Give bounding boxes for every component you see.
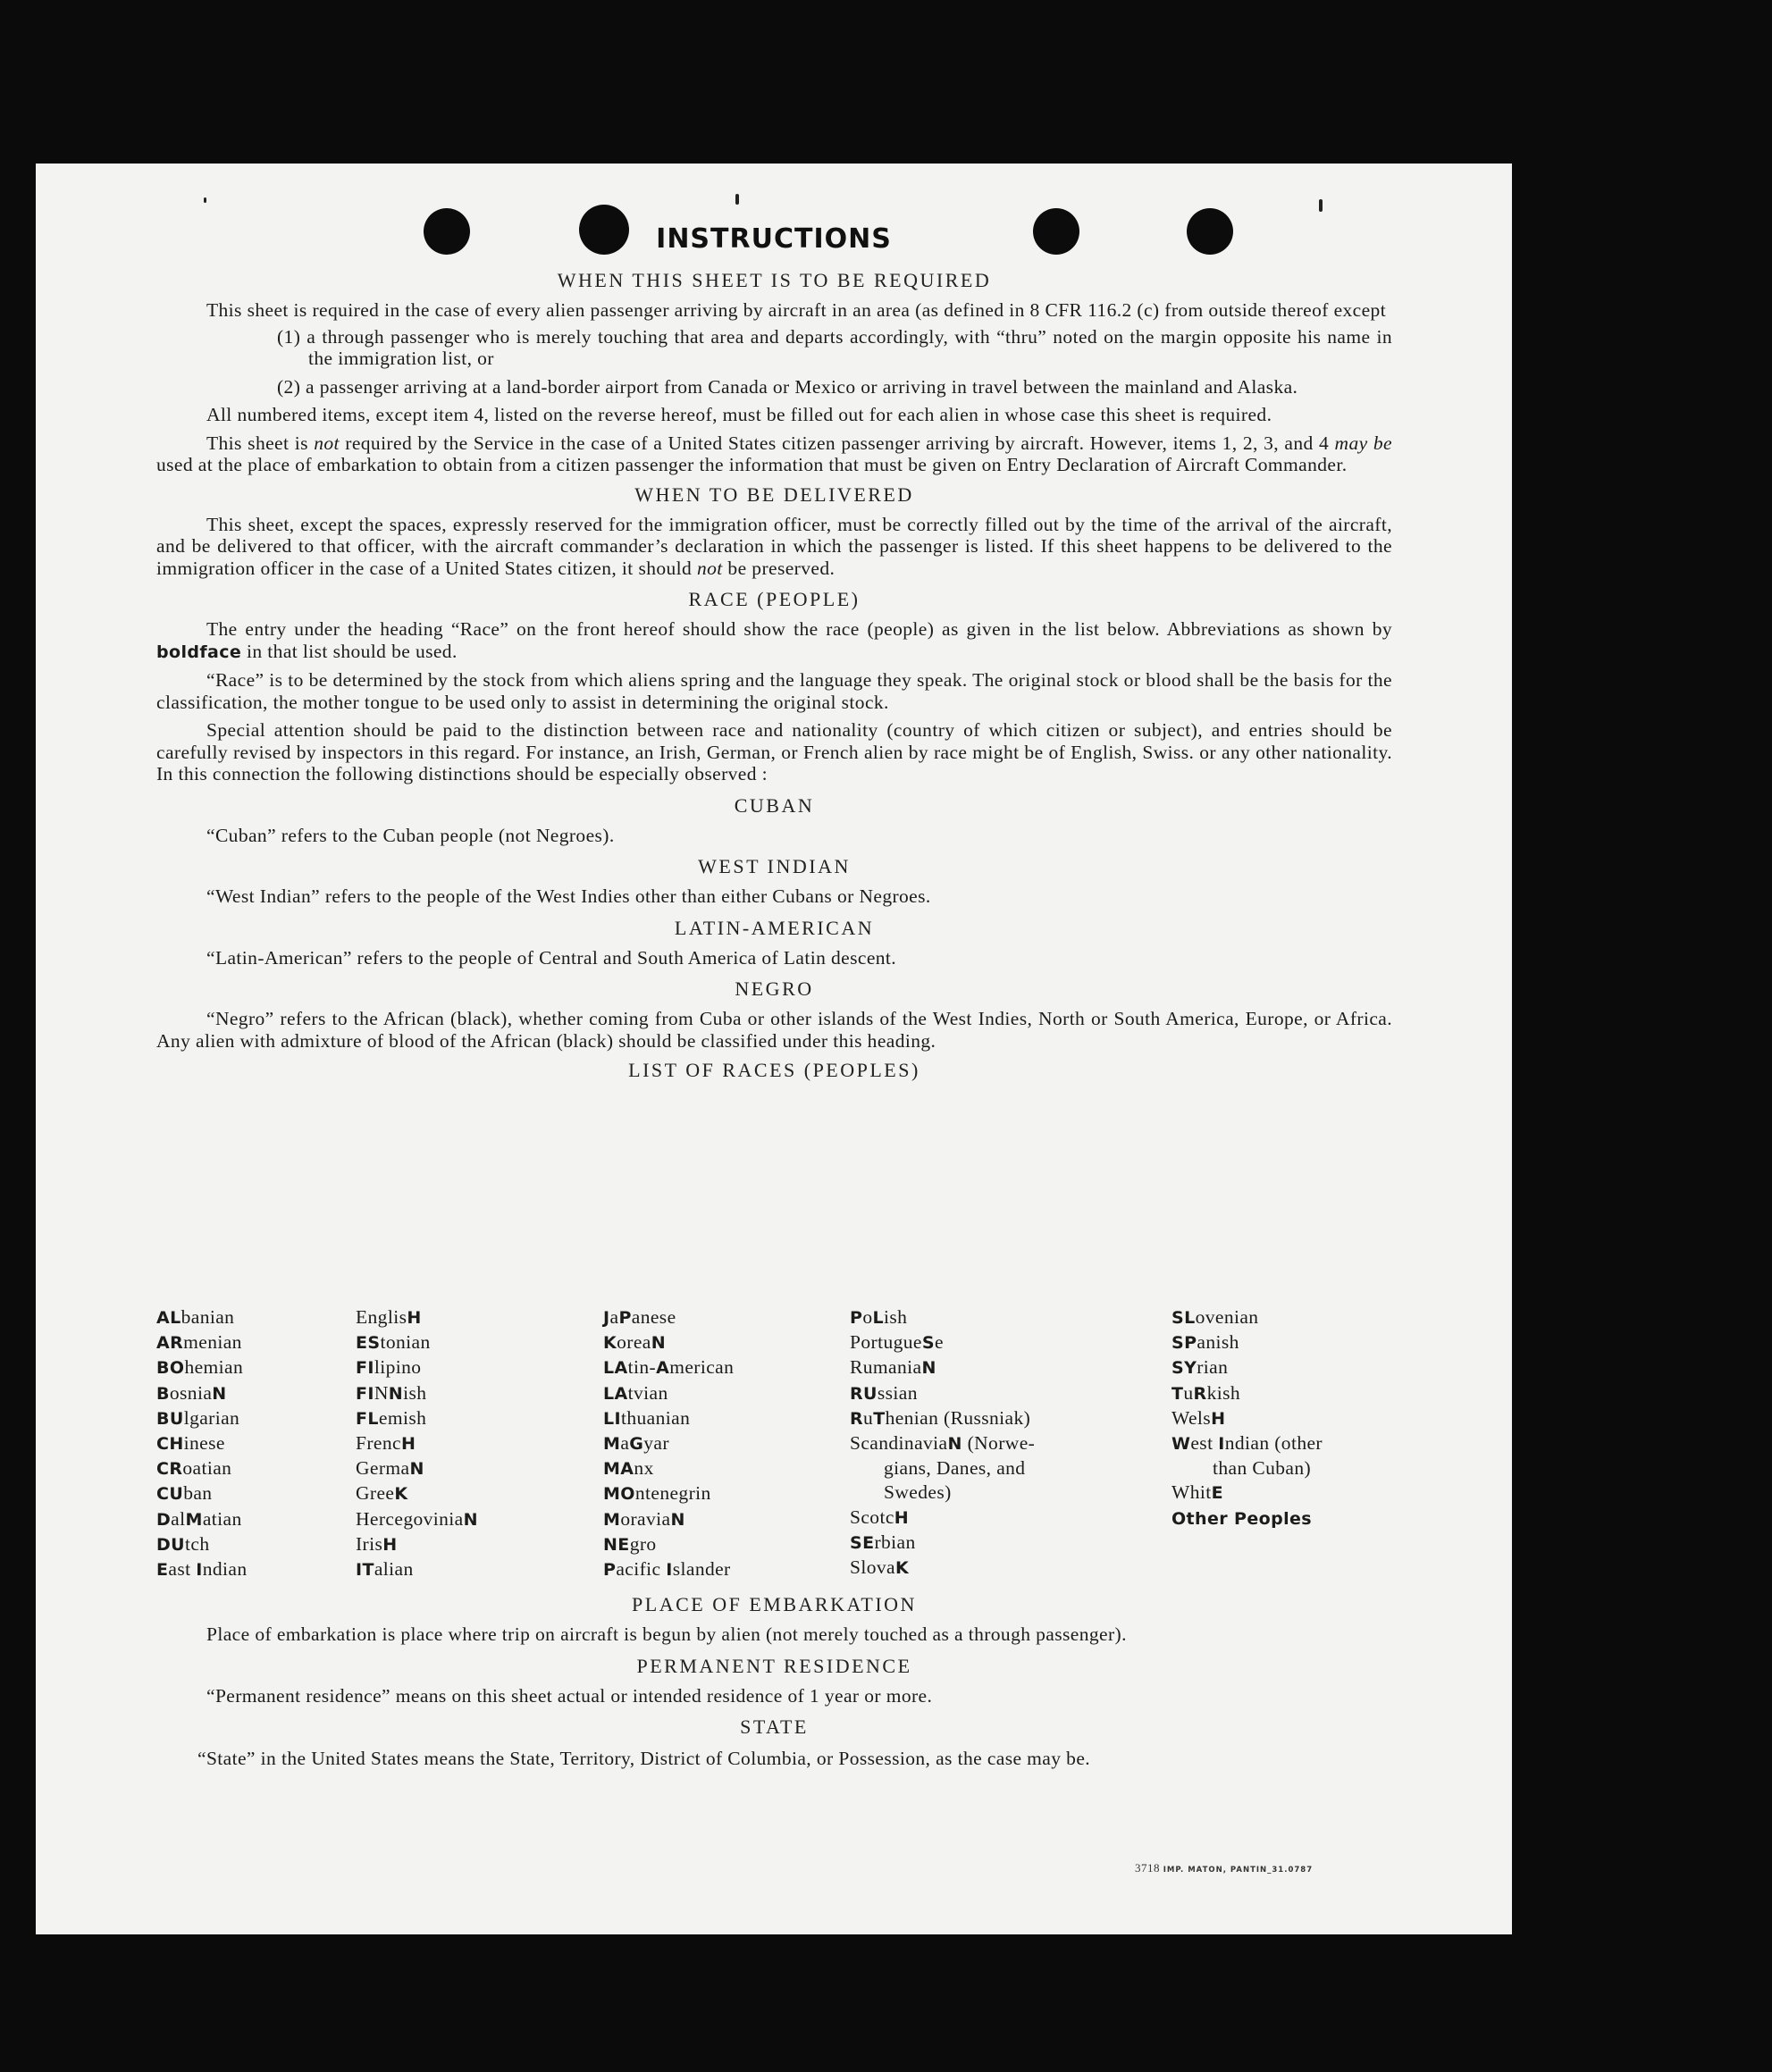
- race-entry: [356, 1456, 570, 1481]
- paragraph: “Permanent residence” means on this sheet actual or intended residence of 1 year or more.: [206, 1684, 933, 1707]
- race-abbrev: FL: [356, 1408, 379, 1429]
- race-abbrev: I: [666, 1560, 673, 1581]
- race-abbrev: T: [1172, 1383, 1184, 1404]
- race-text: Scandinavia: [850, 1432, 948, 1455]
- race-entry: [603, 1305, 827, 1330]
- race-text: (Norwe-: [962, 1432, 1036, 1455]
- race-text: ish: [403, 1381, 427, 1404]
- race-abbrev: M: [185, 1509, 203, 1530]
- race-text: Wels: [1172, 1406, 1212, 1429]
- race-text: alian: [374, 1558, 414, 1581]
- race-entry: [603, 1406, 827, 1431]
- race-entry: [1172, 1330, 1393, 1355]
- printer-imprint: IMP. MATON, PANTIN_31.0787: [1163, 1866, 1314, 1875]
- race-entry: [850, 1305, 1109, 1330]
- race-text: inese: [183, 1432, 225, 1455]
- race-abbrev: Other Peoples: [1172, 1508, 1313, 1529]
- race-entry: [603, 1355, 827, 1380]
- race-abbrev: N: [409, 1459, 424, 1480]
- race-abbrev: K: [394, 1484, 408, 1505]
- paragraph: [156, 618, 1392, 663]
- bold-text: boldface: [156, 642, 242, 662]
- race-entry: [356, 1355, 570, 1380]
- race-text: u: [1183, 1381, 1194, 1404]
- race-abbrev: H: [400, 1434, 416, 1455]
- race-text: atian: [202, 1507, 242, 1530]
- content-bottom: [156, 1593, 1392, 1770]
- race-abbrev: P: [618, 1308, 632, 1328]
- race-entry: [603, 1330, 827, 1355]
- form-number: 3718: [1135, 1861, 1160, 1875]
- race-abbrev: W: [1172, 1434, 1191, 1455]
- printer-footer: [1135, 1861, 1313, 1875]
- italic-text: may be: [1334, 432, 1392, 454]
- race-entry: [850, 1381, 1109, 1406]
- race-entry: [356, 1330, 570, 1355]
- race-entry: [1172, 1431, 1393, 1456]
- race-entry: [356, 1532, 570, 1557]
- race-text: ssian: [877, 1381, 918, 1404]
- race-abbrev: N: [212, 1383, 227, 1404]
- paragraph: “Negro” refers to the African (black), whether coming from Cuba or other islands of the West Indies, North or South America, Europe, or Africa. Any alien with admixture of blood of the African (black) should be classified under this heading.: [156, 1008, 1392, 1052]
- paragraph: [156, 514, 1392, 580]
- race-entry: [356, 1381, 570, 1406]
- race-abbrev: CH: [156, 1434, 184, 1455]
- race-entry: [156, 1305, 335, 1330]
- race-text: merican: [669, 1356, 735, 1379]
- race-abbrev: K: [894, 1558, 910, 1579]
- race-abbrev: N: [670, 1509, 685, 1530]
- race-text: ban: [183, 1482, 213, 1505]
- race-abbrev: N: [463, 1509, 478, 1530]
- italic-text: not: [696, 557, 723, 579]
- race-abbrev: B: [156, 1383, 170, 1404]
- race-entry: [1172, 1456, 1393, 1481]
- list-item: (1) a through passenger who is merely touching that area and departs accordingly, with “thru” noted on the margin opposite his name in the immigration list, or: [277, 325, 1392, 369]
- race-text: a: [620, 1432, 630, 1455]
- race-text: oravia: [620, 1507, 671, 1530]
- races-column: [850, 1305, 1109, 1581]
- paragraph: Special attention should be paid to the distinction between race and nationality (country of which citizen or subject), and entries should be carefully revised by inspectors in this regard. For instance, an Irish, German, or French alien by race might be of English, Swiss. or any other nationality. In this connection the following distinctions should be especially observed :: [156, 719, 1392, 784]
- race-text: acific: [616, 1558, 667, 1581]
- race-abbrev: P: [850, 1308, 863, 1328]
- race-text: Hercegovinia: [356, 1507, 464, 1530]
- section-heading: LATIN-AMERICAN: [674, 916, 875, 939]
- text-run: required by the Service in the case of a United States citizen passenger arriving by aircraft. However, items 1, 2, 3, and 4: [339, 432, 1335, 454]
- race-entry: [1172, 1506, 1393, 1531]
- race-entry: [356, 1557, 570, 1582]
- race-entry: [850, 1506, 1109, 1531]
- races-column: [356, 1305, 570, 1582]
- italic-text: not: [314, 432, 340, 454]
- race-text: ntenegrin: [634, 1482, 711, 1505]
- race-entry: [1172, 1355, 1393, 1380]
- race-abbrev: NE: [603, 1534, 630, 1555]
- race-abbrev: P: [603, 1560, 617, 1581]
- race-abbrev: E: [156, 1560, 169, 1581]
- race-entry: [156, 1330, 335, 1355]
- document-sheet: [36, 164, 1512, 1934]
- race-entry: [156, 1431, 335, 1456]
- content-top: [156, 269, 1392, 1087]
- race-abbrev: N: [388, 1383, 404, 1404]
- race-text: ndian (other: [1224, 1432, 1323, 1455]
- race-entry: [156, 1481, 335, 1506]
- race-abbrev: FI: [356, 1383, 374, 1404]
- paragraph: Place of embarkation is place where trip on aircraft is begun by alien (not merely touched as a through passenger).: [206, 1623, 1127, 1645]
- race-abbrev: R: [1193, 1383, 1207, 1404]
- race-entry: [603, 1456, 827, 1481]
- race-text: nx: [634, 1457, 654, 1480]
- paragraph: [156, 432, 1392, 476]
- race-text: menian: [183, 1331, 242, 1354]
- race-text: Englis: [356, 1306, 407, 1328]
- race-entry: [603, 1532, 827, 1557]
- race-abbrev: M: [603, 1509, 621, 1530]
- paragraph: “West Indian” refers to the people of the West Indies other than either Cubans or Negroes.: [206, 885, 931, 907]
- race-abbrev: M: [603, 1434, 621, 1455]
- race-abbrev: I: [196, 1560, 203, 1581]
- races-column: [156, 1305, 335, 1582]
- paragraph: “Race” is to be determined by the stock from which aliens spring and the language they speak. The original stock or blood shall be the basis for the classification, the mother tongue to be used only to assist in determining the original stock.: [156, 669, 1392, 713]
- race-entry: [356, 1507, 570, 1532]
- race-abbrev: H: [894, 1507, 910, 1528]
- text-run: in that list should be used.: [241, 640, 458, 662]
- section-heading: CUBAN: [734, 793, 815, 817]
- race-entry: [850, 1431, 1109, 1456]
- paragraph: “Cuban” refers to the Cuban people (not Negroes).: [206, 824, 615, 846]
- race-text: than Cuban): [1213, 1457, 1312, 1480]
- race-text: tch: [185, 1532, 210, 1555]
- race-text: u: [863, 1406, 874, 1429]
- race-text: oatian: [182, 1457, 232, 1480]
- section-heading: NEGRO: [735, 977, 814, 1000]
- race-entry: [850, 1556, 1109, 1581]
- race-text: hemian: [184, 1356, 244, 1379]
- race-text: ovenian: [1195, 1306, 1259, 1328]
- race-entry: [603, 1431, 827, 1456]
- section-heading: RACE (PEOPLE): [688, 588, 861, 610]
- text-run: be preserved.: [722, 557, 836, 579]
- race-entry: [356, 1481, 570, 1506]
- race-abbrev: N: [651, 1333, 667, 1354]
- race-text: anese: [631, 1306, 676, 1328]
- race-text: emish: [378, 1406, 427, 1429]
- race-text: gro: [629, 1532, 657, 1555]
- race-abbrev: H: [1211, 1408, 1226, 1429]
- race-entry: [156, 1532, 335, 1557]
- list-item: (2) a passenger arriving at a land-border airport from Canada or Mexico or arriving in travel between the mainland and Alaska.: [277, 375, 1298, 398]
- race-abbrev: LA: [603, 1383, 628, 1404]
- race-entry: [1172, 1406, 1393, 1431]
- race-text: Scotc: [850, 1506, 894, 1528]
- race-entry: [156, 1381, 335, 1406]
- race-abbrev: RU: [850, 1383, 878, 1404]
- race-abbrev: I: [1218, 1434, 1225, 1455]
- race-abbrev: H: [407, 1308, 422, 1328]
- race-abbrev: S: [921, 1333, 935, 1354]
- race-text: orea: [617, 1331, 651, 1354]
- race-text: lgarian: [183, 1406, 240, 1429]
- race-text: rian: [1197, 1356, 1229, 1379]
- race-entry: [850, 1481, 1109, 1505]
- race-abbrev: CR: [156, 1459, 183, 1480]
- race-text: yar: [643, 1432, 669, 1455]
- race-abbrev: D: [156, 1509, 172, 1530]
- race-text: Rumania: [850, 1356, 922, 1379]
- race-text: est: [1190, 1432, 1219, 1455]
- race-abbrev: T: [873, 1408, 886, 1429]
- section-heading: WHEN TO BE DELIVERED: [634, 482, 914, 506]
- race-entry: [156, 1406, 335, 1431]
- race-text: Iris: [356, 1532, 383, 1555]
- race-abbrev: N: [921, 1358, 936, 1379]
- race-text: gians, Danes, and: [884, 1457, 1026, 1480]
- race-entry: [850, 1355, 1109, 1380]
- race-entry: [356, 1431, 570, 1456]
- race-abbrev: MO: [603, 1484, 635, 1505]
- race-abbrev: K: [603, 1333, 617, 1354]
- paragraph: “Latin-American” refers to the people of Central and South America of Latin descent.: [206, 946, 897, 969]
- paragraph: All numbered items, except item 4, listed on the reverse hereof, must be filled out for each alien in whose case this sheet is required.: [206, 404, 1272, 425]
- text-run: This sheet, except the spaces, expressly reserved for the immigration officer, must be correctly filled out by the time of the arrival of the aircraft, and be delivered to that officer, with the aircraft commander’s declaration in which the passenger is listed. If this sheet happens to be delivered to the immigration officer in the case of a United States citizen, it should: [156, 513, 1392, 579]
- race-text: a: [609, 1306, 619, 1328]
- race-entry: [156, 1507, 335, 1532]
- race-abbrev: CU: [156, 1484, 184, 1505]
- race-text: rbian: [874, 1531, 916, 1553]
- speck-mark: [1319, 199, 1323, 212]
- race-abbrev: E: [1211, 1483, 1223, 1504]
- race-entry: [356, 1406, 570, 1431]
- race-text: N: [374, 1381, 389, 1404]
- section-heading: PLACE OF EMBARKATION: [632, 1593, 917, 1615]
- race-abbrev: SY: [1172, 1358, 1197, 1379]
- race-text: tvian: [627, 1381, 668, 1404]
- race-entry: [1172, 1305, 1393, 1330]
- race-abbrev: SP: [1172, 1333, 1197, 1354]
- race-text: ish: [884, 1306, 908, 1328]
- race-text: e: [934, 1331, 944, 1354]
- races-column: [1172, 1305, 1393, 1531]
- races-list: [156, 1305, 1392, 1582]
- race-text: Swedes): [884, 1481, 952, 1504]
- race-text: tonian: [380, 1331, 431, 1354]
- paragraph: This sheet is required in the case of every alien passenger arriving by aircraft in an area (as defined in 8 CFR 116.2 (c) from outside thereof except: [206, 299, 1387, 321]
- race-abbrev: MA: [603, 1459, 634, 1480]
- race-text: thuanian: [620, 1406, 691, 1429]
- race-text: tin-: [627, 1356, 657, 1379]
- race-abbrev: LA: [603, 1358, 628, 1379]
- race-abbrev: AL: [156, 1308, 181, 1328]
- section-heading: WEST INDIAN: [698, 855, 851, 877]
- races-column: [603, 1305, 827, 1582]
- race-abbrev: L: [872, 1308, 884, 1328]
- race-entry: [356, 1305, 570, 1330]
- race-text: o: [862, 1306, 873, 1328]
- race-text: ast: [168, 1558, 197, 1581]
- race-abbrev: AR: [156, 1333, 184, 1354]
- section-heading: WHEN THIS SHEET IS TO BE REQUIRED: [557, 269, 992, 291]
- race-text: Frenc: [356, 1432, 401, 1455]
- race-entry: [603, 1381, 827, 1406]
- race-text: lipino: [374, 1356, 422, 1379]
- race-text: ndian: [202, 1558, 248, 1581]
- section-heading: PERMANENT RESIDENCE: [636, 1654, 912, 1677]
- race-entry: [156, 1355, 335, 1380]
- race-abbrev: DU: [156, 1534, 185, 1555]
- race-entry: [850, 1406, 1109, 1431]
- race-text: Portugue: [850, 1331, 922, 1354]
- race-text: kish: [1206, 1381, 1241, 1404]
- race-text: Whit: [1172, 1481, 1212, 1504]
- race-entry: [850, 1456, 1109, 1481]
- race-abbrev: ES: [356, 1333, 381, 1354]
- race-text: anish: [1197, 1331, 1239, 1354]
- race-abbrev: R: [850, 1408, 864, 1429]
- text-run: The entry under the heading “Race” on the front hereof should show the race (people) as given in the list below. Abbreviations as shown by: [206, 618, 1392, 640]
- speck-mark: [735, 194, 739, 205]
- race-entry: [850, 1330, 1109, 1355]
- race-entry: [603, 1507, 827, 1532]
- race-text: Slova: [850, 1556, 895, 1579]
- race-text: osnia: [169, 1381, 213, 1404]
- race-text: al: [171, 1507, 186, 1530]
- section-heading: STATE: [740, 1715, 809, 1738]
- race-entry: [1172, 1381, 1393, 1406]
- race-abbrev: BU: [156, 1408, 184, 1429]
- race-abbrev: J: [603, 1308, 610, 1328]
- race-text: banian: [181, 1306, 235, 1328]
- speck-mark: [204, 197, 206, 203]
- race-abbrev: FI: [356, 1358, 374, 1379]
- race-text: henian (Russniak): [885, 1406, 1031, 1429]
- text-run: This sheet is: [206, 432, 315, 454]
- page-title: INSTRUCTIONS: [656, 223, 892, 255]
- race-text: Gree: [356, 1482, 395, 1505]
- race-abbrev: N: [947, 1434, 962, 1455]
- race-abbrev: BO: [156, 1358, 185, 1379]
- race-entry: [156, 1557, 335, 1582]
- race-abbrev: SE: [850, 1532, 875, 1553]
- race-abbrev: G: [629, 1434, 644, 1455]
- race-text: slander: [672, 1558, 731, 1581]
- race-text: Germa: [356, 1457, 410, 1480]
- race-entry: [1172, 1481, 1393, 1506]
- race-entry: [603, 1481, 827, 1506]
- race-abbrev: SL: [1172, 1308, 1196, 1328]
- paragraph: “State” in the United States means the State, Territory, District of Columbia, or Possession, as the case may be.: [197, 1748, 1091, 1769]
- race-entry: [850, 1531, 1109, 1556]
- race-abbrev: A: [656, 1358, 670, 1379]
- race-abbrev: IT: [356, 1560, 374, 1581]
- section-heading: LIST OF RACES (PEOPLES): [628, 1059, 920, 1081]
- race-abbrev: H: [382, 1534, 398, 1555]
- text-run: used at the place of embarkation to obtain from a citizen passenger the information that must be given on Entry Declaration of Aircraft Commander.: [156, 454, 1348, 475]
- race-entry: [156, 1456, 335, 1481]
- race-abbrev: LI: [603, 1408, 621, 1429]
- race-entry: [603, 1557, 827, 1582]
